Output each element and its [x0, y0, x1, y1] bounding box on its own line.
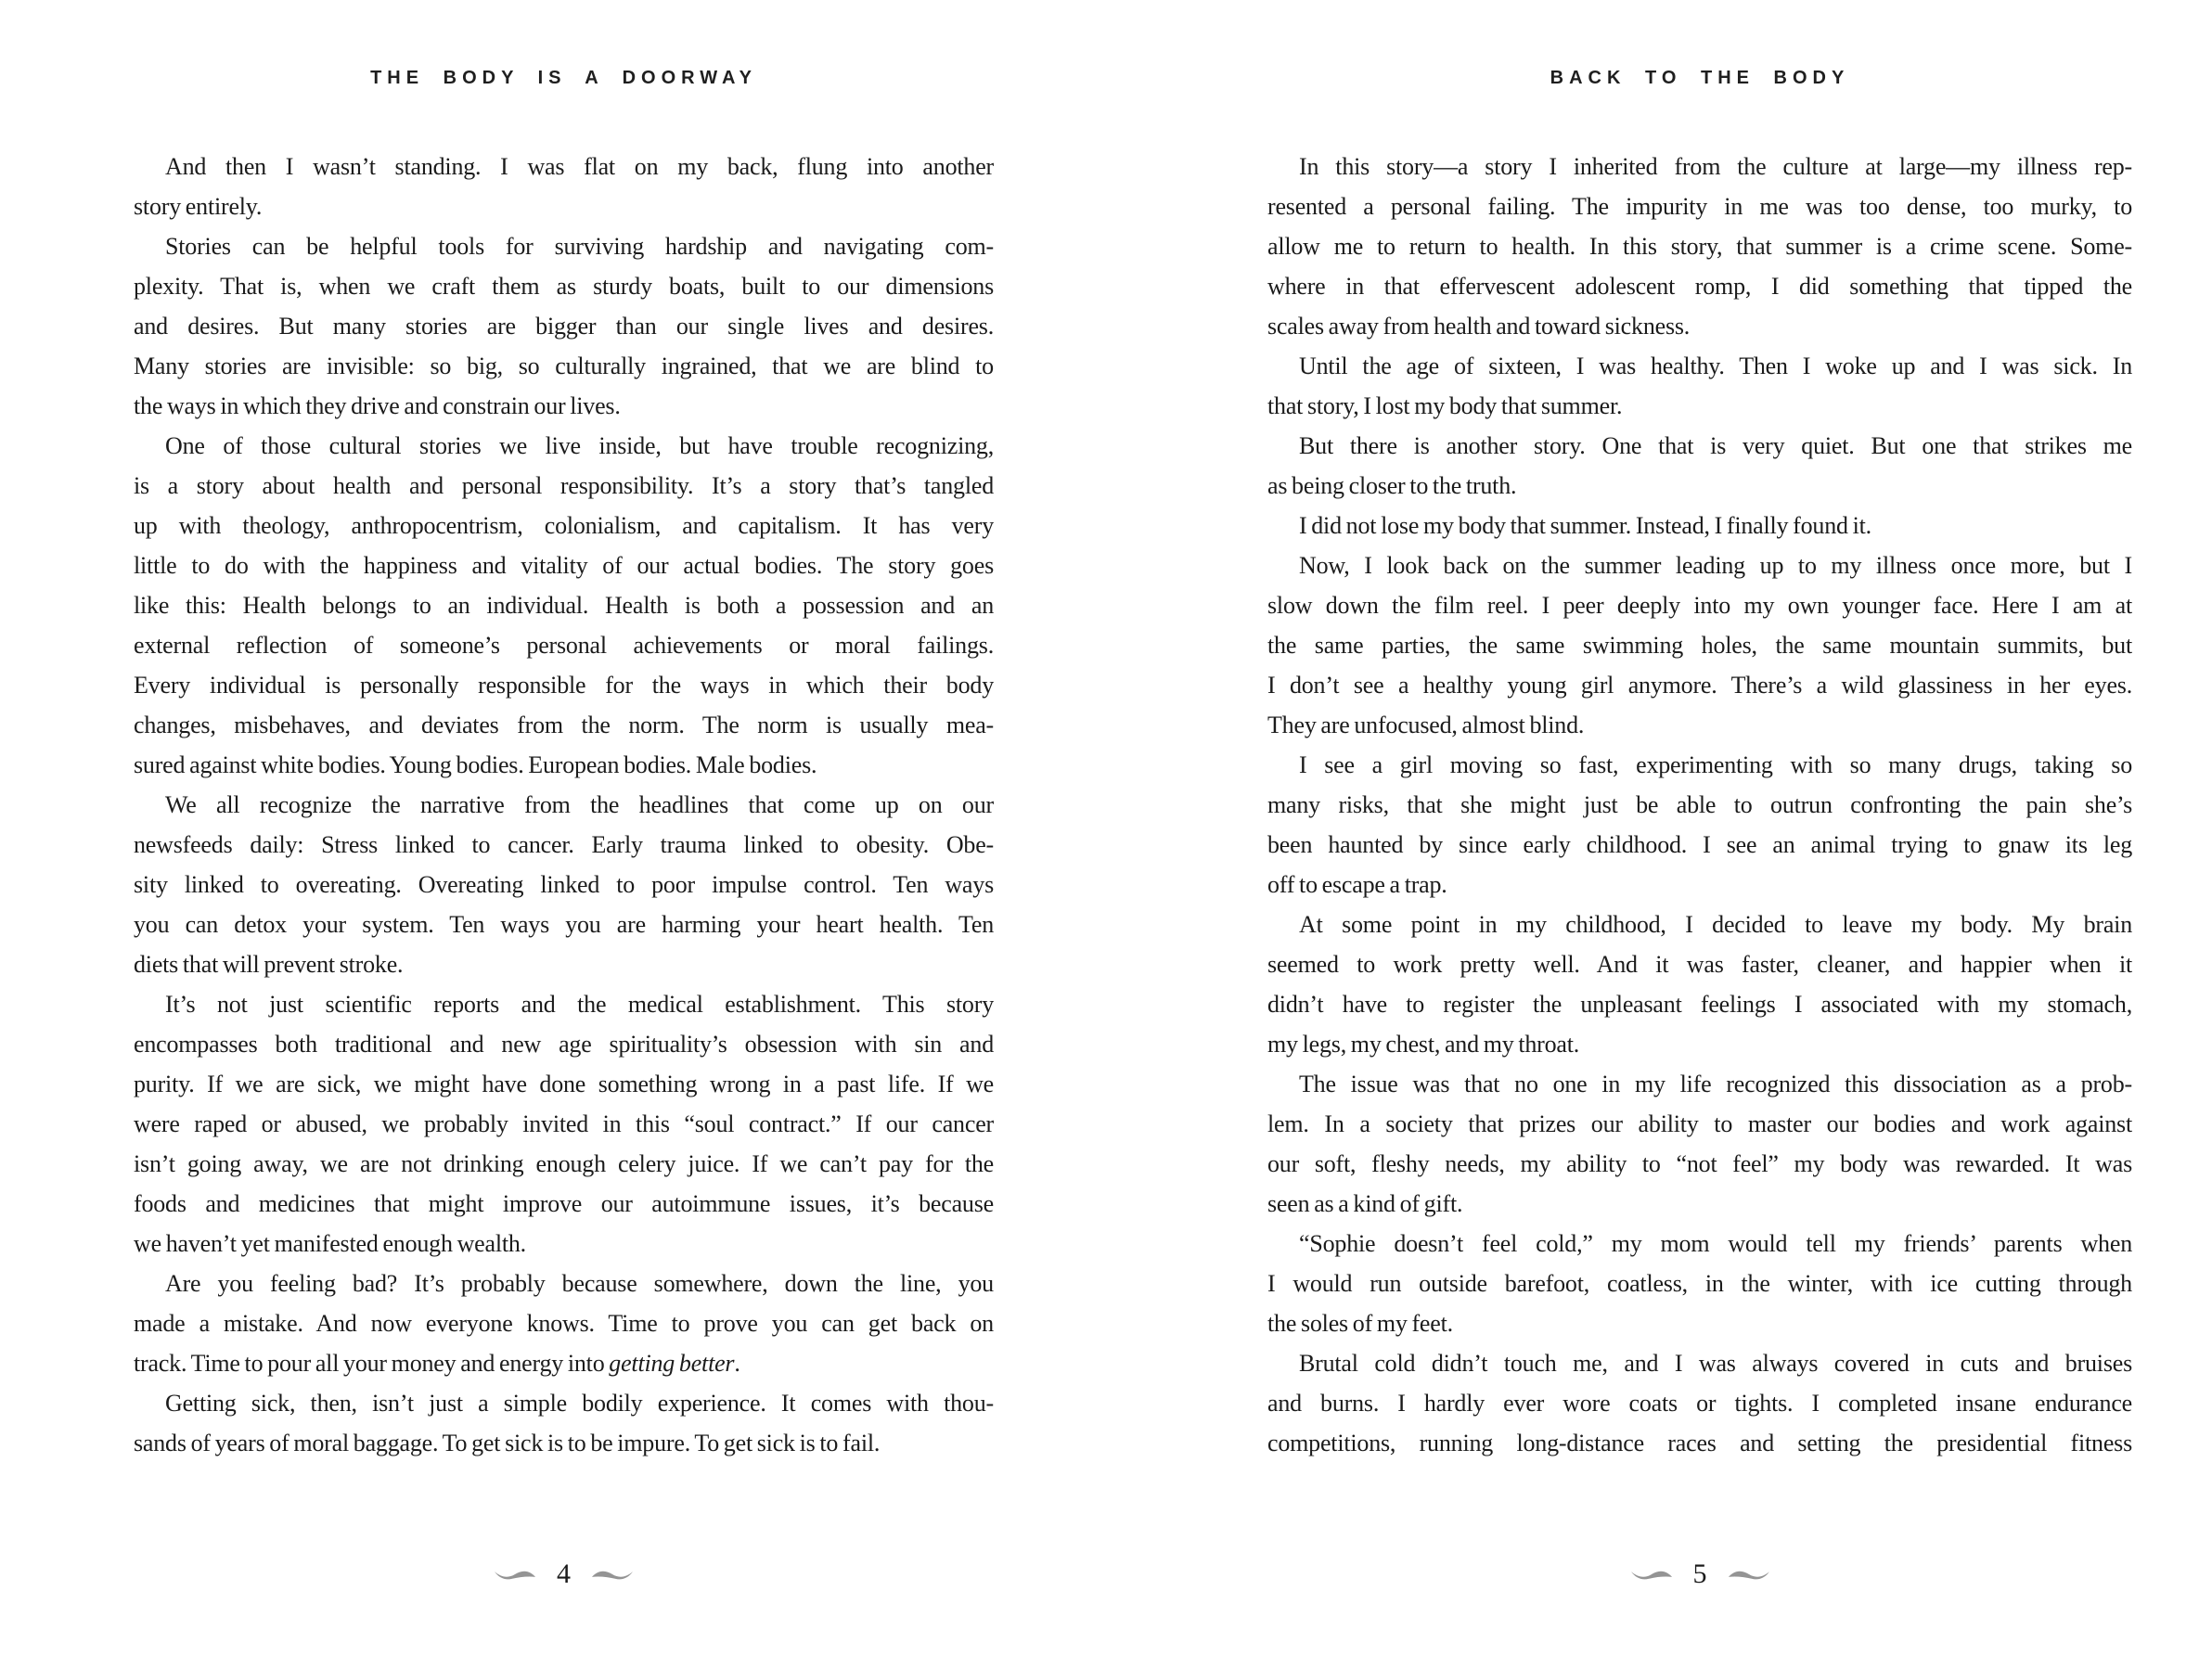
text-line: slow down the film reel. I peer deeply into my own younger face. Here I am at: [1267, 592, 2132, 619]
swash-ornament-right: [1728, 1567, 1770, 1582]
text-line: scales away from health and toward sickness.: [1267, 313, 1691, 340]
text-line: competitions, running long-distance races and setting the presidential fitness: [1267, 1430, 2132, 1456]
text-line: external reflection of someone’s personal achievements or moral failings.: [134, 632, 994, 659]
text-line: Are you feeling bad? It’s probably because somewhere, down the line, you: [165, 1270, 994, 1297]
swash-ornament-left: [494, 1567, 536, 1582]
text-line: little to do with the happiness and vitality of our actual bodies. The story goes: [134, 552, 994, 579]
text-line: Until the age of sixteen, I was healthy. Then I woke up and I was sick. In: [1299, 353, 2132, 379]
page-right-column: [1267, 0, 2132, 1655]
text-line: been haunted by since early childhood. I see an animal trying to gnaw its leg: [1267, 831, 2132, 858]
text-line: One of those cultural stories we live inside, but have trouble recognizing,: [165, 432, 994, 459]
text-line: is a story about health and personal responsibility. It’s a story that’s tangled: [134, 472, 994, 499]
text-line: that story, I lost my body that summer.: [1267, 392, 1623, 419]
text-line: Brutal cold didn’t touch me, and I was always covered in cuts and bruises: [1299, 1350, 2132, 1377]
text-line: isn’t going away, we are not drinking enough celery juice. If we can’t pay for the: [134, 1150, 994, 1177]
page-number-right: 5: [1692, 1559, 1707, 1589]
text-line: seen as a kind of gift.: [1267, 1190, 1463, 1217]
text-line: my legs, my chest, and my throat.: [1267, 1031, 1580, 1058]
text-line: diets that will prevent stroke.: [134, 951, 404, 978]
text-line: purity. If we are sick, we might have done something wrong in a past life. If we: [134, 1071, 994, 1097]
text-line: where in that effervescent adolescent romp, I did something that tipped the: [1267, 273, 2132, 300]
text-line: were raped or abused, we probably invited in this “soul contract.” If our cancer: [134, 1110, 994, 1137]
text-line: And then I wasn’t standing. I was flat on my back, flung into another: [165, 153, 994, 180]
text-line: plexity. That is, when we craft them as sturdy boats, built to our dimensions: [134, 273, 994, 300]
text-line: “Sophie doesn’t feel cold,” my mom would tell my friends’ parents when: [1299, 1230, 2132, 1257]
text-line: Every individual is personally responsible for the ways in which their body: [134, 672, 994, 699]
text-line: sity linked to overeating. Overeating linked to poor impulse control. Ten ways: [134, 871, 994, 898]
text-line: and burns. I hardly ever wore coats or tights. I completed insane endurance: [1267, 1390, 2132, 1417]
text-line: the ways in which they drive and constrain our lives.: [134, 392, 621, 419]
text-line: I did not lose my body that summer. Instead, I finally found it.: [1299, 512, 1871, 539]
text-line: Getting sick, then, isn’t just a simple bodily experience. It comes with thou-: [165, 1390, 994, 1417]
running-header-left: THE BODY IS A DOORWAY: [370, 68, 757, 88]
text-line: seemed to work pretty well. And it was faster, cleaner, and happier when it: [1267, 951, 2132, 978]
text-line: sands of years of moral baggage. To get sick is to be impure. To get sick is to fail.: [134, 1430, 881, 1456]
text-line: resented a personal failing. The impurity in me was too dense, too murky, to: [1267, 193, 2132, 220]
body-text-right: [1267, 147, 2132, 1463]
text-line: off to escape a trap.: [1267, 871, 1447, 898]
text-line: foods and medicines that might improve our autoimmune issues, it’s because: [134, 1190, 994, 1217]
text-line: the soles of my feet.: [1267, 1310, 1453, 1337]
text-line: But there is another story. One that is very quiet. But one that strikes me: [1299, 432, 2132, 459]
text-line: didn’t have to register the unpleasant feelings I associated with my stomach,: [1267, 991, 2132, 1018]
text-line: changes, misbehaves, and deviates from the norm. The norm is usually mea-: [134, 712, 994, 738]
text-line: allow me to return to health. In this story, that summer is a crime scene. Some-: [1267, 233, 2132, 260]
text-line: Stories can be helpful tools for surviving hardship and navigating com-: [165, 233, 994, 260]
text-line: as being closer to the truth.: [1267, 472, 1517, 499]
page-number-left: 4: [557, 1559, 571, 1589]
text-line: The issue was that no one in my life recognized this dissociation as a prob-: [1299, 1071, 2132, 1097]
text-line: the same parties, the same swimming holes, the same mountain summits, but: [1267, 632, 2132, 659]
text-line: many risks, that she might just be able to outrun confronting the pain she’s: [1267, 791, 2132, 818]
text-line: At some point in my childhood, I decided to leave my body. My brain: [1299, 911, 2132, 938]
swash-ornament-right: [591, 1567, 634, 1582]
text-line: I would run outside barefoot, coatless, in the winter, with ice cutting through: [1267, 1270, 2132, 1297]
text-line: up with theology, anthropocentrism, colonialism, and capitalism. It has very: [134, 512, 994, 539]
text-line: They are unfocused, almost blind.: [1267, 712, 1585, 738]
text-line: our soft, fleshy needs, my ability to “not feel” my body was rewarded. It was: [1267, 1150, 2132, 1177]
text-line: lem. In a society that prizes our ability to master our bodies and work against: [1267, 1110, 2132, 1137]
page-right: [1106, 0, 2212, 1655]
running-header-right: BACK TO THE BODY: [1550, 68, 1850, 88]
text-line: like this: Health belongs to an individual. Health is both a possession and an: [134, 592, 994, 619]
text-line: Many stories are invisible: so big, so culturally ingrained, that we are blind to: [134, 353, 994, 379]
text-line: Now, I look back on the summer leading up to my illness once more, but I: [1299, 552, 2132, 579]
text-line: In this story—a story I inherited from the culture at large—my illness rep-: [1299, 153, 2132, 180]
text-line: you can detox your system. Ten ways you are harming your heart health. Ten: [134, 911, 994, 938]
page-footer-left: [134, 1560, 994, 1588]
text-line: we haven’t yet manifested enough wealth.: [134, 1230, 526, 1257]
text-line: sured against white bodies. Young bodies. European bodies. Male bodies.: [134, 751, 817, 778]
text-line: story entirely.: [134, 193, 263, 220]
text-line: We all recognize the narrative from the headlines that come up on our: [165, 791, 994, 818]
page-footer-right: [1267, 1560, 2132, 1588]
text-line: made a mistake. And now everyone knows. Time to prove you can get back on: [134, 1310, 994, 1337]
text-line: and desires. But many stories are bigger than our single lives and desires.: [134, 313, 994, 340]
page-left-column: [134, 0, 994, 1655]
text-line: It’s not just scientific reports and the medical establishment. This story: [165, 991, 994, 1018]
text-line: I don’t see a healthy young girl anymore. There’s a wild glassiness in her eyes.: [1267, 672, 2132, 699]
text-line: I see a girl moving so fast, experimenting with so many drugs, taking so: [1299, 751, 2132, 778]
swash-ornament-left: [1630, 1567, 1673, 1582]
text-line: newsfeeds daily: Stress linked to cancer. Early trauma linked to obesity. Obe-: [134, 831, 994, 858]
text-line: track. Time to pour all your money and energy into getting better.: [134, 1350, 740, 1377]
text-line: encompasses both traditional and new age spirituality’s obsession with sin and: [134, 1031, 994, 1058]
body-text-left: [134, 147, 994, 1463]
